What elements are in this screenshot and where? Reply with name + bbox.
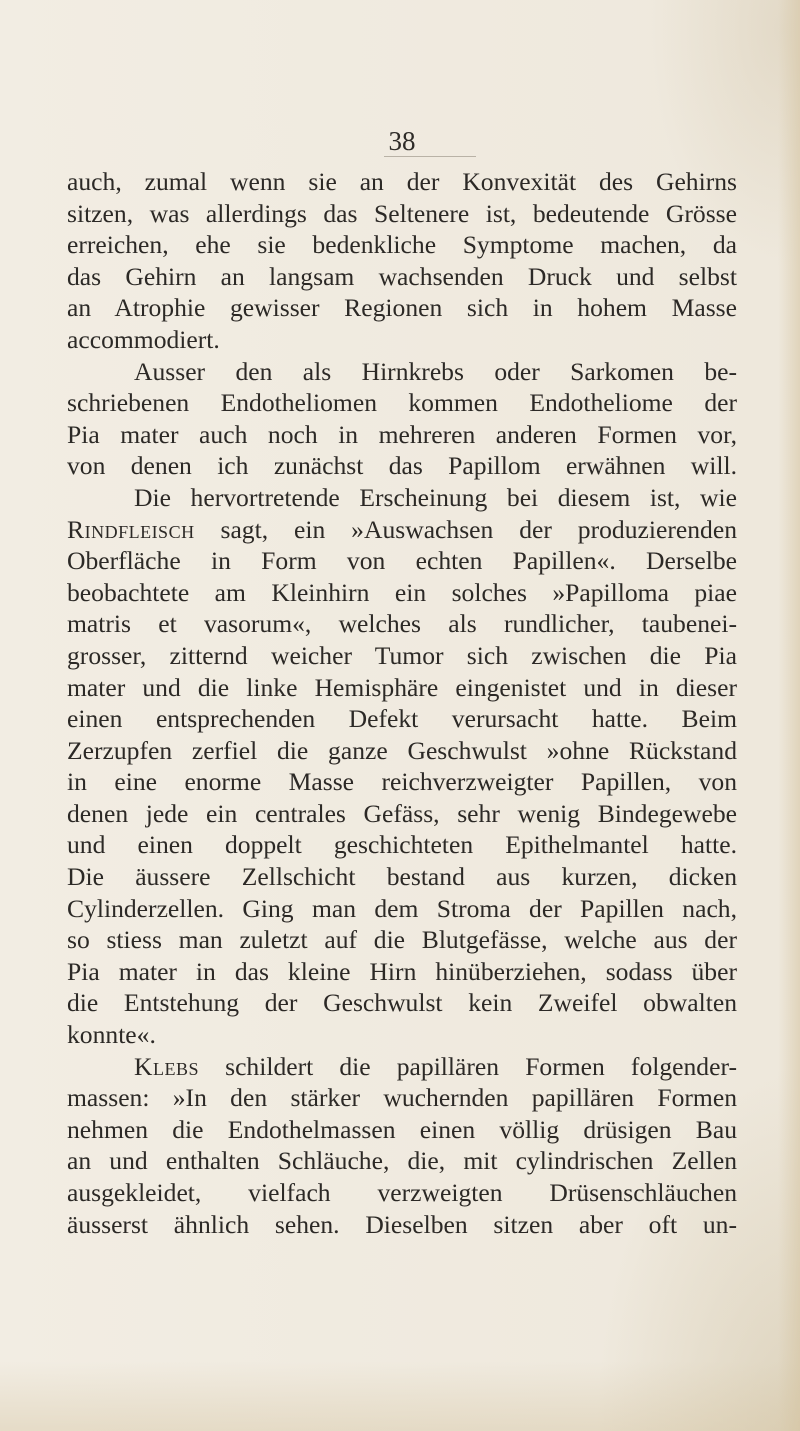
text-line: die Entstehung der Geschwulst kein Zweifel obwalten (67, 988, 737, 1018)
text-line: einen entsprechenden Defekt verursacht hatte. Beim (67, 704, 737, 734)
text-line: und einen doppelt geschichteten Epithelmantel hatte. (67, 830, 737, 860)
page-number-rule (384, 156, 476, 157)
text-line: Oberfläche in Form von echten Papillen«. Derselbe (67, 546, 737, 576)
text-line: an Atrophie gewisser Regionen sich in hohem Masse (67, 293, 737, 323)
text-line: auch, zumal wenn sie an der Konvexität des Gehirns (67, 167, 737, 196)
text-line: beobachtete am Kleinhirn ein solches »Papilloma piae (67, 577, 737, 607)
text-line: matris et vasorum«, welches als rundlicher, taubenei- (67, 609, 737, 639)
text-line: das Gehirn an langsam wachsenden Druck und selbst (67, 261, 737, 291)
page-number: 38 (388, 126, 416, 156)
text-line: Zerzupfen zerfiel die ganze Geschwulst »ohne Rückstand (67, 735, 737, 765)
text-line: von denen ich zunächst das Papillom erwähnen will. (67, 451, 737, 481)
text-line: sitzen, was allerdings das Seltenere ist, bedeutende Grösse (67, 198, 737, 228)
text-line: Klebs schildert die papillären Formen folgender- (134, 1051, 737, 1081)
text-line: Die äussere Zellschicht bestand aus kurzen, dicken (67, 862, 737, 892)
page-edge-stain (778, 0, 800, 1431)
text-line: an und enthalten Schläuche, die, mit cylindrischen Zellen (67, 1146, 737, 1176)
body-text (67, 166, 737, 1240)
text-line: schriebenen Endotheliomen kommen Endotheliome der (67, 388, 737, 418)
text-line: Rindfleisch sagt, ein »Auswachsen der produzierenden (67, 514, 737, 544)
text-line: denen jede ein centrales Gefäss, sehr wenig Bindegewebe (67, 798, 737, 828)
text-line: nehmen die Endothelmassen einen völlig drüsigen Bau (67, 1114, 737, 1144)
text-line: accommodiert. (67, 324, 220, 354)
text-line: massen: »In den stärker wuchernden papillären Formen (67, 1083, 737, 1113)
text-line: in eine enorme Masse reichverzweigter Papillen, von (67, 767, 737, 797)
page-bottom-stain (0, 1361, 800, 1431)
text-line: Pia mater auch noch in mehreren anderen Formen vor, (67, 419, 737, 449)
text-line: ausgekleidet, vielfach verzweigten Drüsenschläuchen (67, 1178, 737, 1207)
text-line: Ausser den als Hirnkrebs oder Sarkomen be- (134, 356, 737, 386)
text-line: erreichen, ehe sie bedenkliche Symptome machen, da (67, 230, 737, 260)
text-line: grosser, zitternd weicher Tumor sich zwischen die Pia (67, 640, 737, 670)
text-line: Cylinderzellen. Ging man dem Stroma der Papillen nach, (67, 893, 737, 923)
text-line: äusserst ähnlich sehen. Dieselben sitzen aber oft un- (67, 1209, 737, 1239)
text-line: so stiess man zuletzt auf die Blutgefässe, welche aus der (67, 925, 737, 955)
text-line: konnte«. (67, 1020, 156, 1050)
text-line: mater und die linke Hemisphäre eingenistet und in dieser (67, 672, 737, 702)
text-line: Die hervortretende Erscheinung bei diesem ist, wie (134, 482, 737, 512)
text-line: Pia mater in das kleine Hirn hinüberziehen, sodass über (67, 956, 737, 986)
